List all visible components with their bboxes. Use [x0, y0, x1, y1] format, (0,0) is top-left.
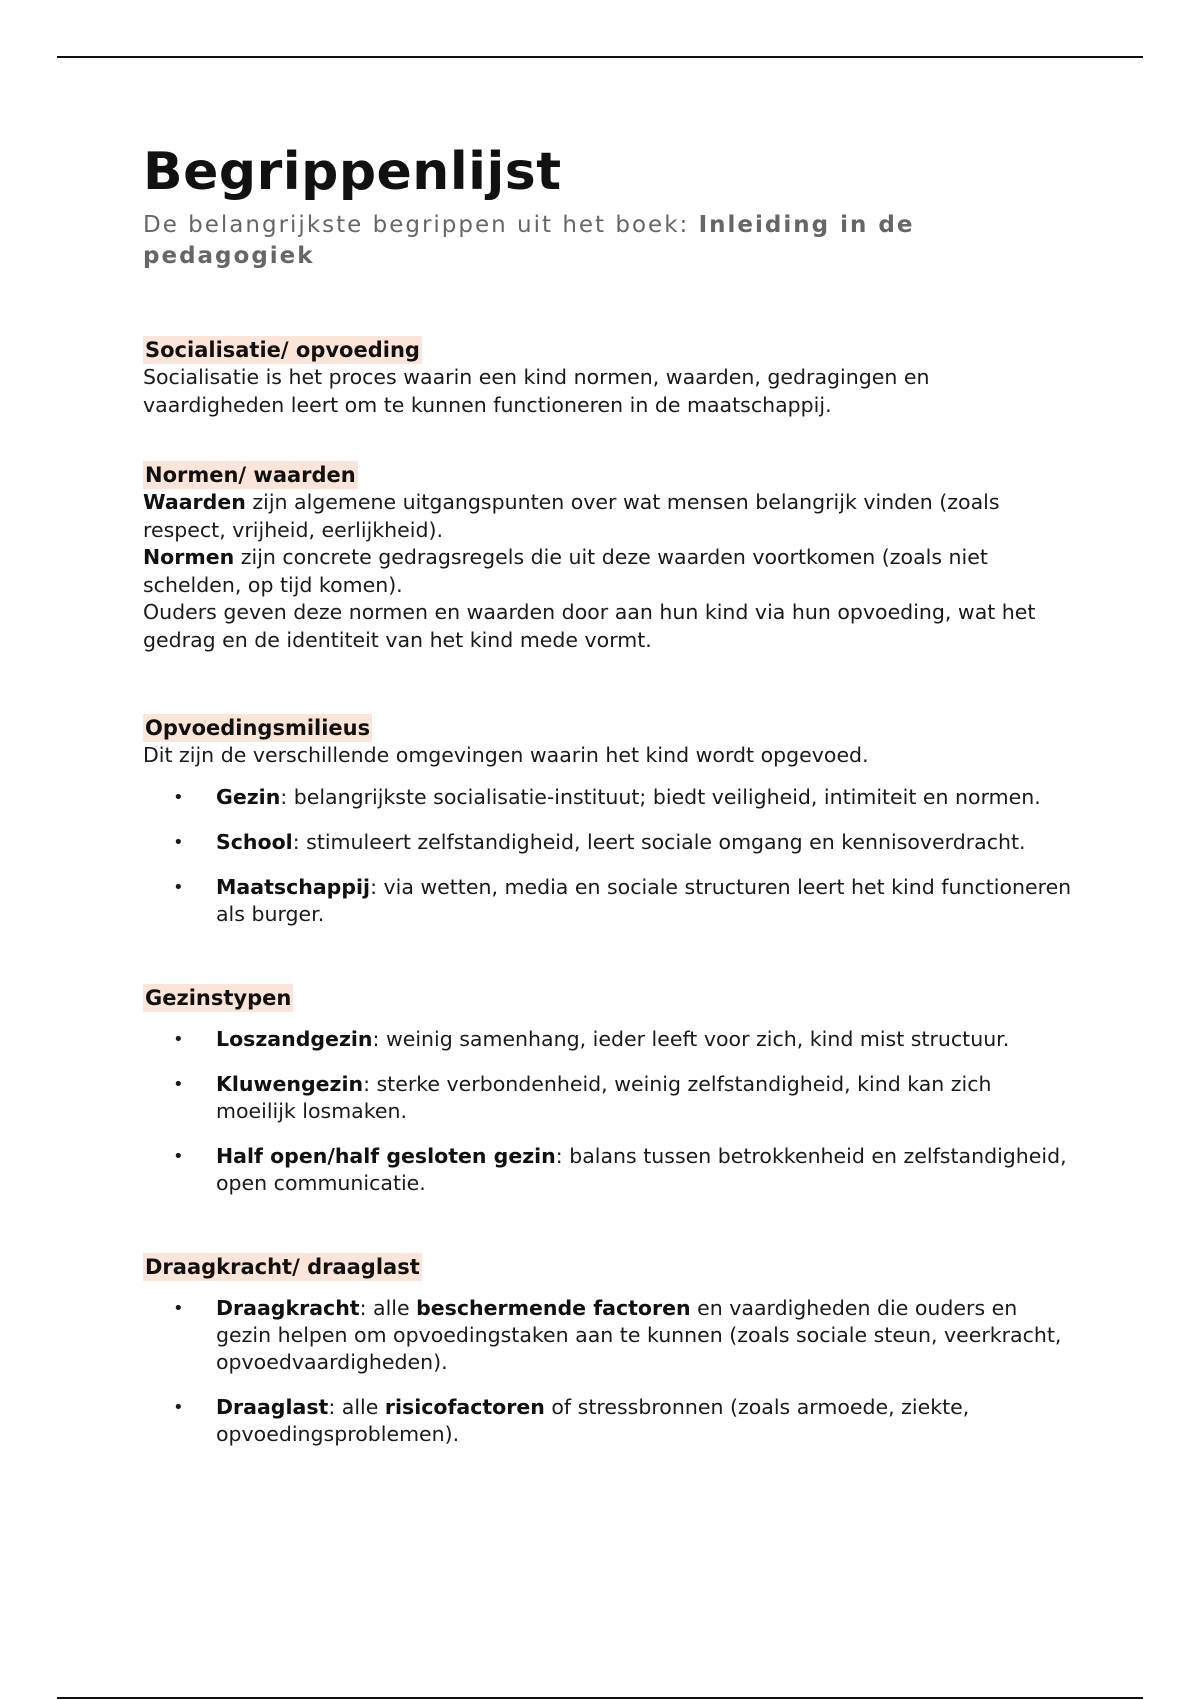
section-socialisatie: [143, 336, 1073, 419]
section-intro: Dit zijn de verschillende omgevingen waarin het kind wordt opgevoed.: [143, 743, 869, 767]
section-text: Socialisatie is het proces waarin een kind normen, waarden, gedragingen en vaardigheden leert om te kunnen functioneren in de maatschappij.: [143, 365, 930, 417]
term-text: zijn concrete gedragsregels die uit deze waarden voortkomen (zoals niet schelden, op tijd komen).: [143, 545, 988, 597]
term-text: : sterke verbondenheid, weinig zelfstandigheid, kind kan zich moeilijk losmaken.: [216, 1071, 992, 1123]
section-heading: Socialisatie/ opvoeding: [145, 338, 420, 362]
page-title: Begrippenlijst: [143, 142, 562, 202]
list-item: [143, 784, 1073, 811]
list-item: [143, 1295, 1073, 1376]
book-title: Inleiding in de pedagogiek: [143, 212, 915, 269]
bullet-icon: •: [173, 831, 184, 853]
list-item: [143, 874, 1073, 928]
term-text: zijn algemene uitgangspunten over wat mensen belangrijk vinden (zoals respect, vrijheid, eerlijkheid).: [143, 490, 1000, 542]
bullet-icon: •: [173, 1297, 184, 1319]
subtitle-prefix: De belangrijkste begrippen uit het boek:: [143, 212, 699, 238]
list-item: [143, 829, 1073, 856]
section-heading: Draagkracht/ draaglast: [145, 1254, 420, 1279]
section-normen-waarden: [143, 461, 1073, 654]
term: School: [216, 829, 293, 854]
term-text: : stimuleert zelfstandigheid, leert sociale omgang en kennisoverdracht.: [292, 829, 1026, 854]
top-rule: [57, 56, 1143, 58]
section-heading: Gezinstypen: [145, 985, 292, 1010]
bullet-icon: •: [173, 1396, 184, 1418]
term-text: en vaardigheden die ouders en gezin helpen om opvoedingstaken aan te kunnen (zoals sociale steun, veerkracht, opvoedvaardigheden).: [216, 1295, 1062, 1374]
term-text: : via wetten, media en sociale structuren leert het kind functioneren als burger.: [216, 874, 1072, 926]
paragraph-waarden: [143, 489, 1073, 544]
term: Draagkracht: [216, 1295, 360, 1320]
paragraph-ouders: Ouders geven deze normen en waarden door aan hun kind via hun opvoeding, wat het gedrag en de identiteit van het kind mede vormt.: [143, 600, 1036, 652]
section-heading: Normen/ waarden: [145, 463, 356, 487]
term: Waarden: [143, 490, 246, 514]
term: Kluwengezin: [216, 1071, 364, 1096]
term-connector: : alle: [359, 1295, 417, 1320]
bullet-list: [143, 1295, 1073, 1448]
bullet-list: [143, 784, 1073, 928]
document-page: [143, 140, 1073, 1448]
paragraph-normen: [143, 544, 1073, 599]
term-emphasis: risicofactoren: [384, 1394, 545, 1419]
term-text: : weinig samenhang, ieder leeft voor zich, kind mist structuur.: [372, 1026, 1010, 1051]
term: Maatschappij: [216, 874, 371, 899]
bullet-icon: •: [173, 1073, 184, 1095]
bullet-icon: •: [173, 786, 184, 808]
list-item: [143, 1394, 1073, 1448]
page-subtitle: [143, 210, 1073, 272]
list-item: [143, 1071, 1073, 1125]
term-text: : balans tussen betrokkenheid en zelfstandigheid, open communicatie.: [216, 1143, 1067, 1195]
bullet-icon: •: [173, 1028, 184, 1050]
bullet-icon: •: [173, 1145, 184, 1167]
term: Draaglast: [216, 1394, 329, 1419]
section-opvoedingsmilieus: [143, 714, 1073, 928]
list-item: [143, 1026, 1073, 1053]
term-connector: : alle: [328, 1394, 385, 1419]
term: Gezin: [216, 784, 281, 809]
bullet-icon: •: [173, 876, 184, 898]
section-gezinstypen: [143, 984, 1073, 1197]
bottom-rule: [57, 1697, 1143, 1699]
term-text: : belangrijkste socialisatie-instituut; biedt veiligheid, intimiteit en normen.: [280, 784, 1041, 809]
term: Loszandgezin: [216, 1026, 373, 1051]
list-item: [143, 1143, 1073, 1197]
section-heading: Opvoedingsmilieus: [145, 716, 371, 740]
bullet-list: [143, 1026, 1073, 1197]
term: Normen: [143, 545, 235, 569]
term-text: of stressbronnen (zoals armoede, ziekte, opvoedingsproblemen).: [216, 1394, 970, 1446]
term: Half open/half gesloten gezin: [216, 1143, 556, 1168]
section-draagkracht-draaglast: [143, 1253, 1073, 1448]
term-emphasis: beschermende factoren: [416, 1295, 691, 1320]
